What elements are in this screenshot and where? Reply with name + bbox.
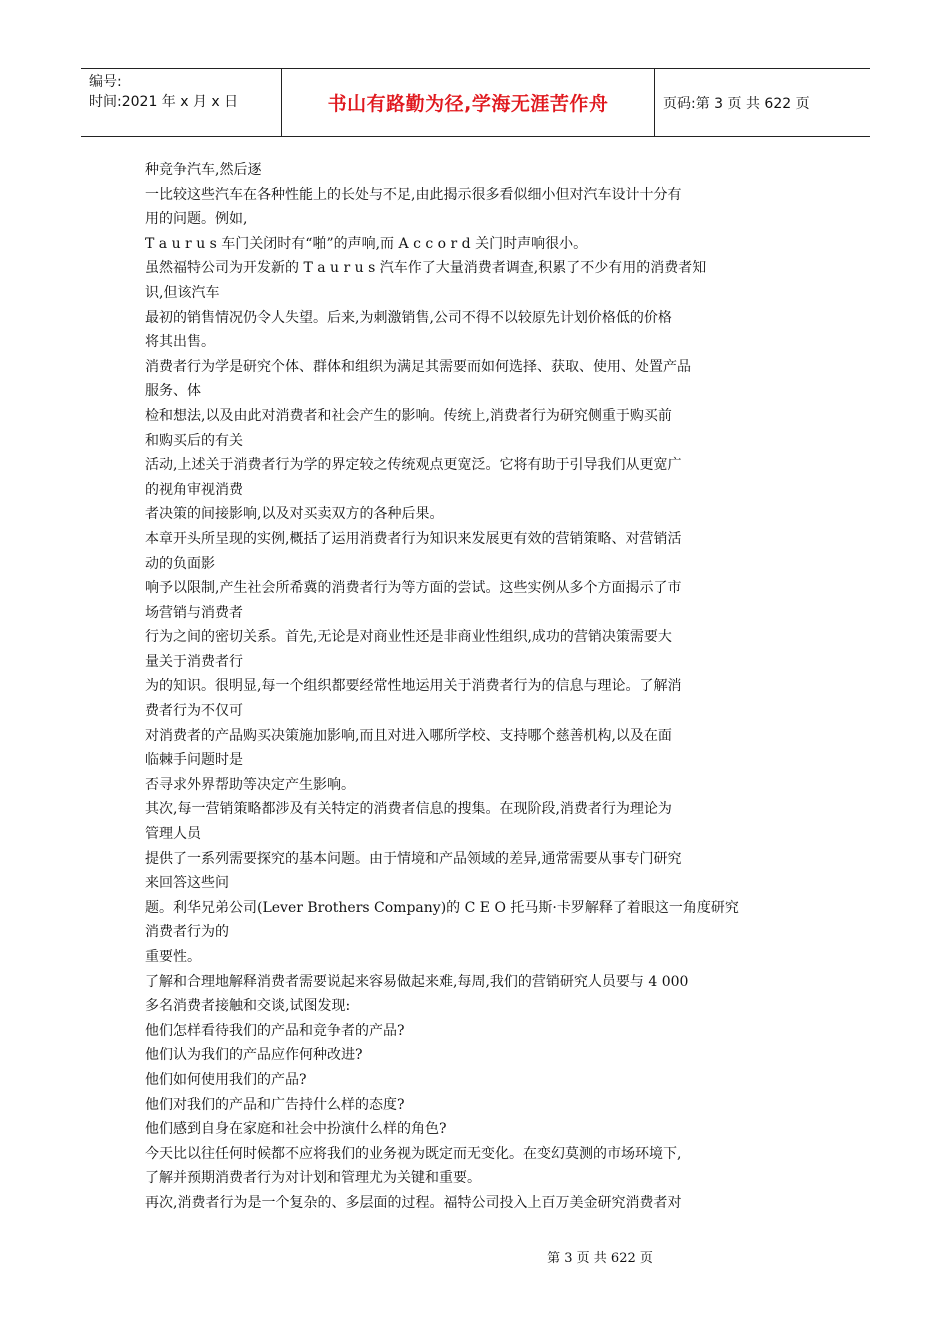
body-text-line: 重要性。	[145, 949, 201, 965]
body-text-line: 了解并预期消费者行为对计划和管理尤为关键和重要。	[145, 1170, 481, 1187]
header-motto-cell	[282, 69, 655, 136]
footer-page-number: 第 3 页 共 622 页	[547, 1251, 653, 1266]
body-text-line: 提供了一系列需要探究的基本问题。由于情境和产品领域的差异,通常需要从事专门研究	[145, 850, 682, 867]
body-text-line: 费者行为不仅可	[145, 703, 243, 720]
body-text-line: 用的问题。例如,	[145, 211, 248, 228]
body-text-line: T a u r u s 车门关闭时有“啪”的声响,而 A c c o r d 关门时声响很小。	[145, 235, 588, 252]
body-text-line: 行为之间的密切关系。首先,无论是对商业性还是非商业性组织,成功的营销决策需要大	[145, 629, 672, 646]
body-text-line: 管理人员	[145, 826, 201, 843]
page-footer	[0, 1247, 950, 1266]
body-text-line: 虽然福特公司为开发新的 T a u r u s 汽车作了大量消费者调查,积累了不少有用的消费者知	[145, 260, 707, 277]
body-text-line: 最初的销售情况仍令人失望。后来,为刺激销售,公司不得不以较原先计划价格低的价格	[145, 309, 672, 326]
header-motto: 书山有路勤为径,学海无涯苦作舟	[327, 93, 609, 115]
header-page-info	[655, 69, 870, 136]
body-text-line: 多名消费者接触和交谈,试图发现:	[145, 998, 351, 1015]
body-text-line: 来回答这些问	[145, 875, 229, 892]
body-text-line: 了解和合理地解释消费者需要说起来容易做起来难,每周,我们的营销研究人员要与 4 000	[145, 973, 689, 990]
body-text-line: 他们如何使用我们的产品?	[145, 1071, 307, 1088]
body-text-line: 量关于消费者行	[145, 653, 243, 670]
body-text-line: 消费者行为学是研究个体、群体和组织为满足其需要而如何选择、获取、使用、处置产品	[145, 358, 691, 375]
body-text-line: 种竞争汽车,然后逐	[145, 162, 262, 178]
body-text-line: 题。利华兄弟公司(Lever Brothers Company)的 C E O 托马斯·卡罗解释了着眼这一角度研究	[145, 899, 739, 916]
body-text-line: 检和想法,以及由此对消费者和社会产生的影响。传统上,消费者行为研究侧重于购买前	[145, 407, 672, 424]
body-text-line: 和购买后的有关	[145, 432, 243, 449]
page-number-label: 页码:第 3 页 共 622 页	[663, 95, 810, 112]
document-number-label: 编号:	[89, 74, 122, 90]
body-text-line: 他们怎样看待我们的产品和竞争者的产品?	[145, 1022, 405, 1039]
body-text-line: 服务、体	[145, 383, 201, 400]
body-text-line: 者决策的间接影响,以及对买卖双方的各种后果。	[145, 506, 444, 523]
body-text-line: 将其出售。	[145, 334, 215, 351]
body-text-line: 消费者行为的	[145, 924, 229, 941]
body-text-line: 今天比以往任何时候都不应将我们的业务视为既定而无变化。在变幻莫测的市场环境下,	[145, 1145, 682, 1162]
body-text-line: 他们认为我们的产品应作何种改进?	[145, 1047, 363, 1064]
body-text-line: 识,但该汽车	[145, 284, 220, 301]
body-text-line: 场营销与消费者	[145, 604, 243, 621]
body-text-line: 为的知识。很明显,每一个组织都要经常性地运用关于消费者行为的信息与理论。了解消	[145, 678, 682, 695]
page-header	[81, 68, 870, 137]
body-text-line: 的视角审视消费	[145, 481, 243, 498]
body-text-line: 响予以限制,产生社会所希冀的消费者行为等方面的尝试。这些实例从多个方面揭示了市	[145, 580, 682, 597]
body-text-line: 他们对我们的产品和广告持什么样的态度?	[145, 1096, 405, 1113]
body-text-line: 其次,每一营销策略都涉及有关特定的消费者信息的搜集。在现阶段,消费者行为理论为	[145, 801, 672, 818]
body-text-line: 动的负面影	[145, 555, 215, 572]
document-body	[145, 158, 808, 1216]
header-meta	[81, 69, 282, 136]
body-text-line: 活动,上述关于消费者行为学的界定较之传统观点更宽泛。它将有助于引导我们从更宽广	[145, 457, 682, 474]
body-text-line: 再次,消费者行为是一个复杂的、多层面的过程。福特公司投入上百万美金研究消费者对	[145, 1194, 682, 1211]
body-text-line: 本章开头所呈现的实例,概括了运用消费者行为知识来发展更有效的营销策略、对营销活	[145, 530, 682, 547]
body-text-line: 否寻求外界帮助等决定产生影响。	[145, 776, 355, 793]
body-text-line: 一比较这些汽车在各种性能上的长处与不足,由此揭示很多看似细小但对汽车设计十分有	[145, 186, 682, 203]
body-text-line: 临棘手问题时是	[145, 752, 243, 769]
document-date: 时间:2021 年 x 月 x 日	[89, 94, 239, 110]
body-text-line: 他们感到自身在家庭和社会中扮演什么样的角色?	[145, 1121, 447, 1138]
body-text-line: 对消费者的产品购买决策施加影响,而且对进入哪所学校、支持哪个慈善机构,以及在面	[145, 727, 672, 744]
